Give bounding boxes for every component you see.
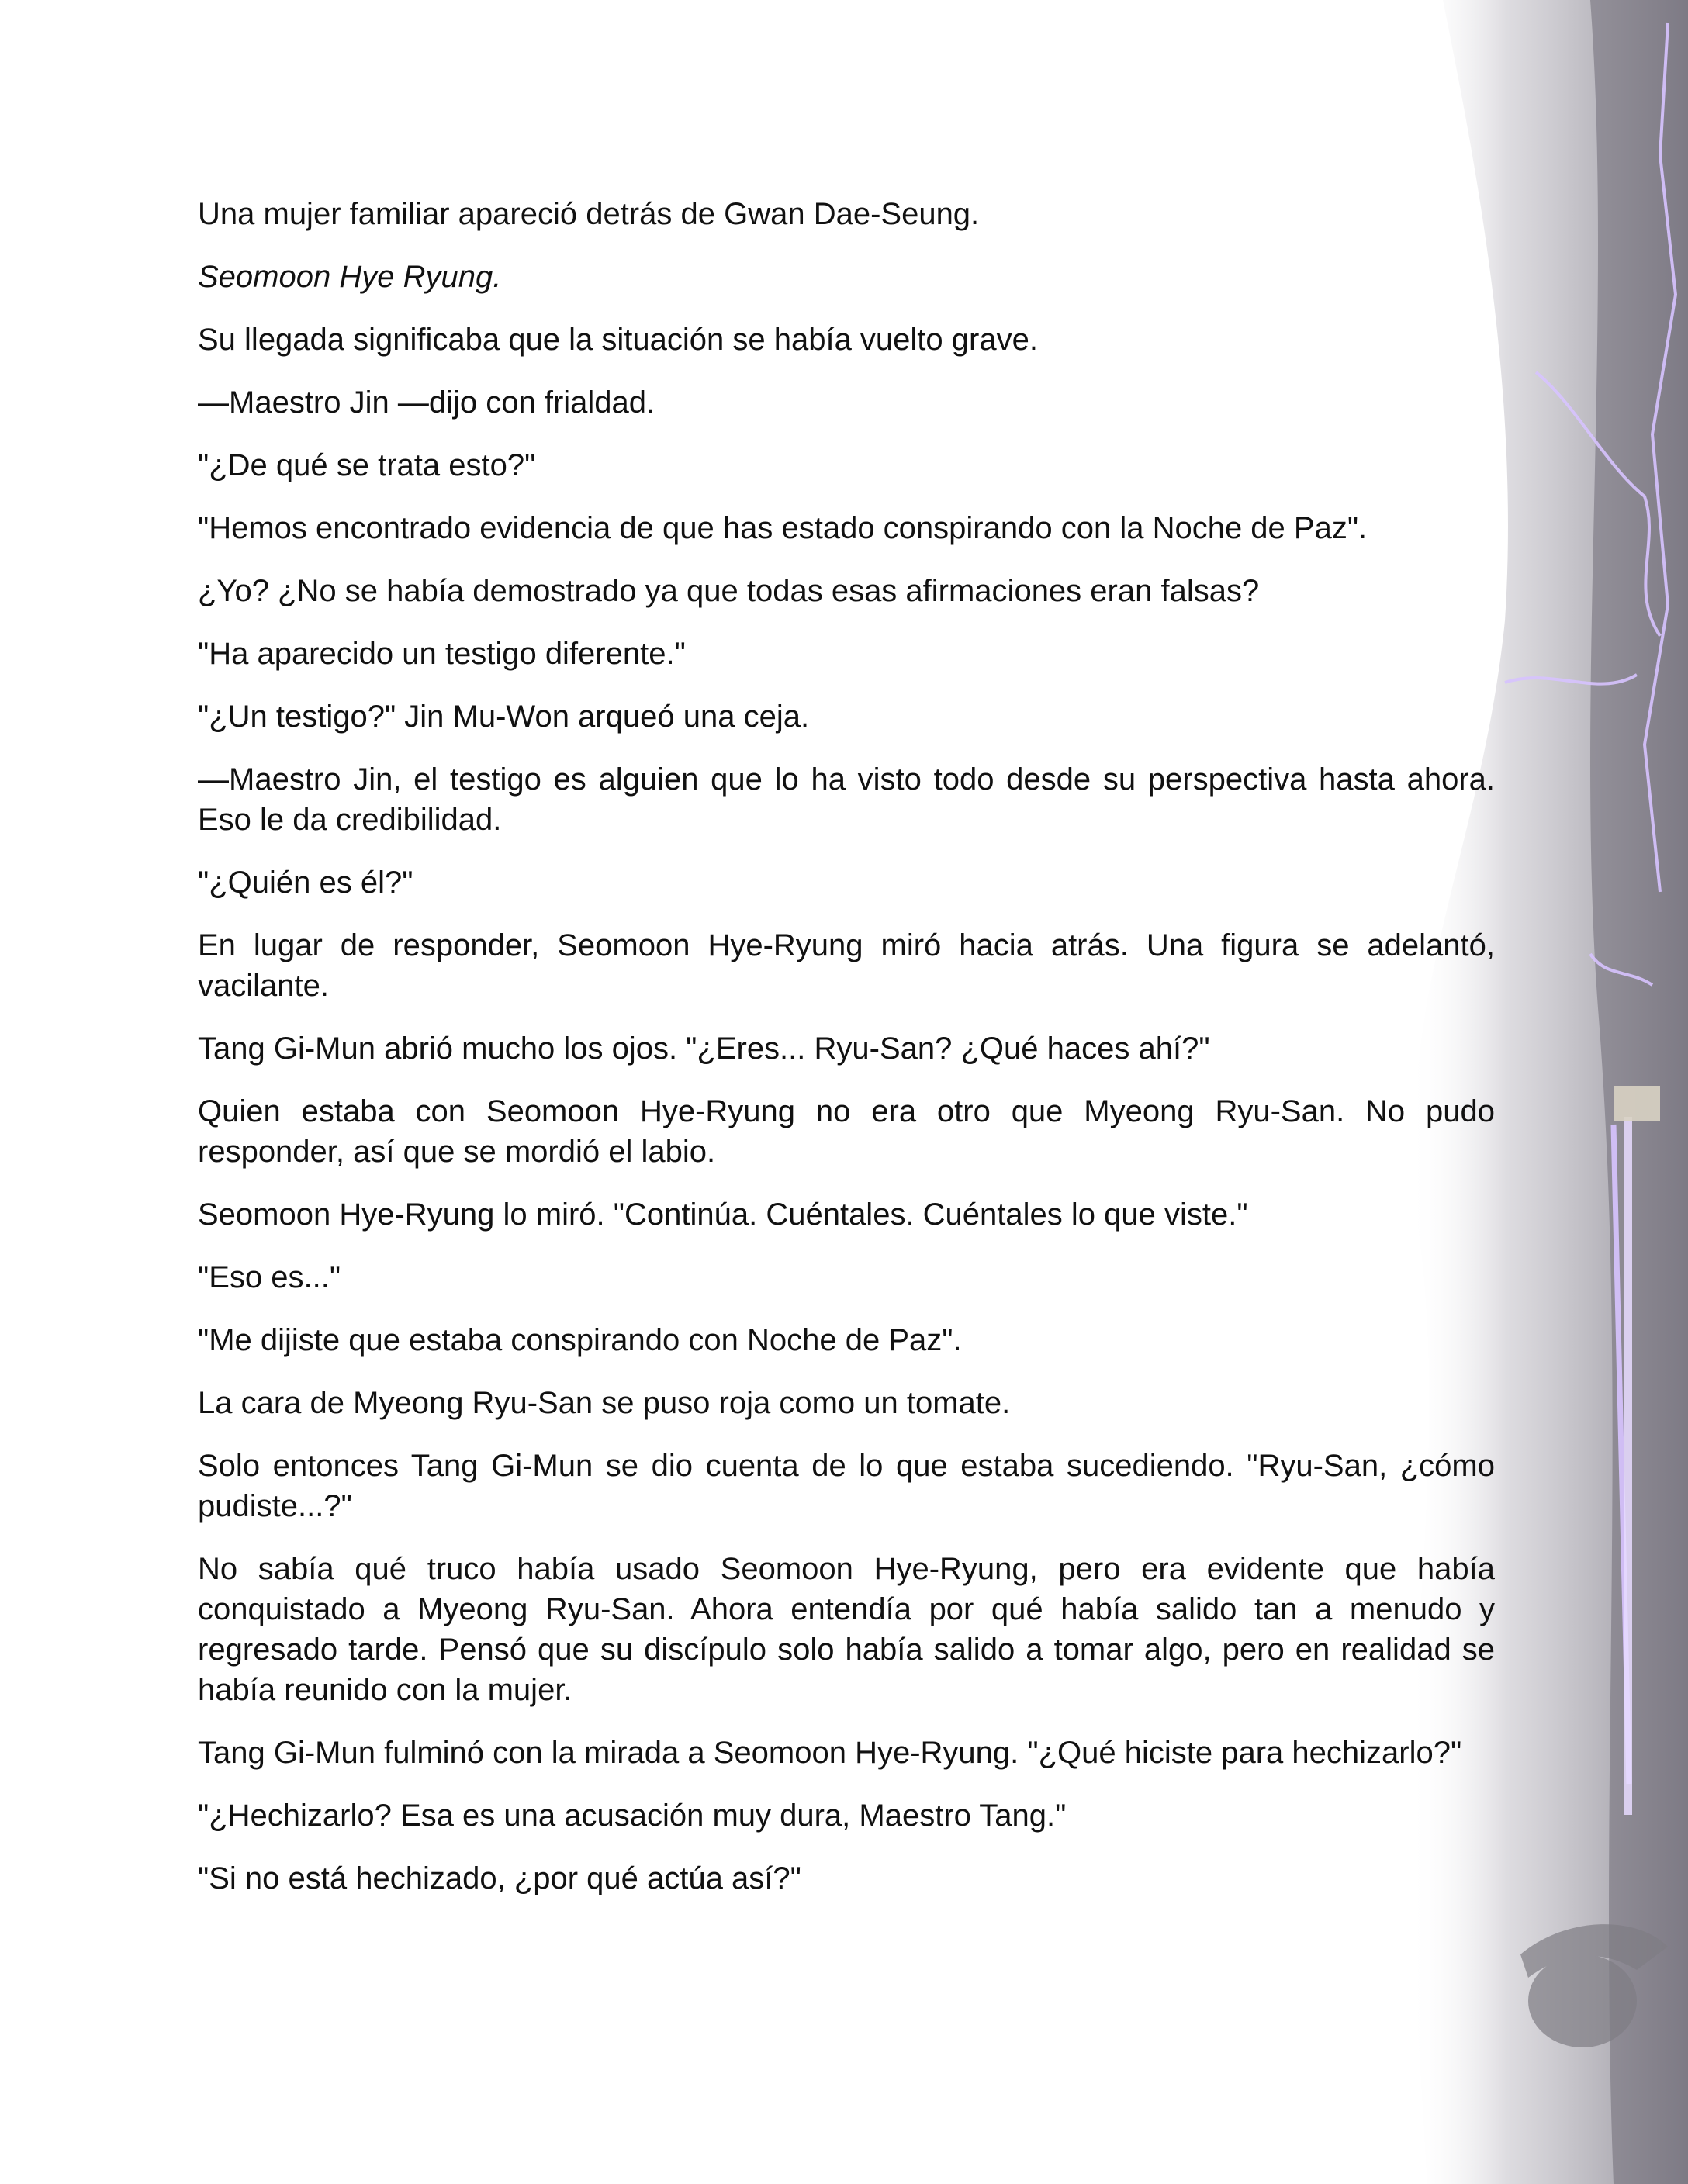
- paragraph: "Hemos encontrado evidencia de que has estado conspirando con la Noche de Paz".: [198, 511, 1368, 545]
- paragraph: Seomoon Hye-Ryung lo miró. "Continúa. Cuéntales. Cuéntales lo que viste.": [198, 1197, 1248, 1232]
- paragraph: —Maestro Jin, el testigo es alguien que lo ha visto todo desde su perspectiva hasta ahora. Eso le da credibilidad.: [198, 762, 1495, 837]
- paragraph: Tang Gi-Mun fulminó con la mirada a Seomoon Hye-Ryung. "¿Qué hiciste para hechizarlo?": [198, 1736, 1462, 1770]
- paragraph: La cara de Myeong Ryu-San se puso roja como un tomate.: [198, 1386, 1011, 1420]
- paragraph: En lugar de responder, Seomoon Hye-Ryung miró hacia atrás. Una figura se adelantó, vacilante.: [198, 928, 1495, 1003]
- paragraph: Tang Gi-Mun abrió mucho los ojos. "¿Eres... Ryu-San? ¿Qué haces ahí?": [198, 1032, 1210, 1066]
- paragraph: Su llegada significaba que la situación se había vuelto grave.: [198, 323, 1038, 357]
- paragraph: "Ha aparecido un testigo diferente.": [198, 637, 686, 671]
- paragraph: No sabía qué truco había usado Seomoon Hye-Ryung, pero era evidente que había conquistado a Myeong Ryu-San. Ahora entendía por qué había salido tan a menudo y regresado tarde. Pensó que su discípulo solo había salido a tomar algo, pero en realidad se había reunido con la mujer.: [198, 1552, 1495, 1707]
- paragraph: "¿Hechizarlo? Esa es una acusación muy dura, Maestro Tang.": [198, 1799, 1067, 1833]
- paragraph: Solo entonces Tang Gi-Mun se dio cuenta de lo que estaba sucediendo. "Ryu-San, ¿cómo pudiste...?": [198, 1449, 1495, 1523]
- paragraph: —Maestro Jin —dijo con frialdad.: [198, 385, 655, 420]
- paragraph: Una mujer familiar apareció detrás de Gwan Dae-Seung.: [198, 197, 980, 231]
- document-page: [198, 194, 1495, 1921]
- paragraph-italic-name: Seomoon Hye Ryung.: [198, 260, 502, 294]
- paragraph: "Si no está hechizado, ¿por qué actúa así?": [198, 1861, 801, 1895]
- paragraph: "¿Un testigo?" Jin Mu-Won arqueó una ceja.: [198, 700, 810, 734]
- paragraph: "¿Quién es él?": [198, 866, 413, 900]
- paragraph: ¿Yo? ¿No se había demostrado ya que todas esas afirmaciones eran falsas?: [198, 574, 1260, 608]
- paragraph: "Eso es...": [198, 1260, 341, 1294]
- paragraph: Quien estaba con Seomoon Hye-Ryung no era otro que Myeong Ryu-San. No pudo responder, así que se mordió el labio.: [198, 1094, 1495, 1169]
- paragraph: "¿De qué se trata esto?": [198, 448, 536, 482]
- paragraph: "Me dijiste que estaba conspirando con Noche de Paz".: [198, 1323, 962, 1357]
